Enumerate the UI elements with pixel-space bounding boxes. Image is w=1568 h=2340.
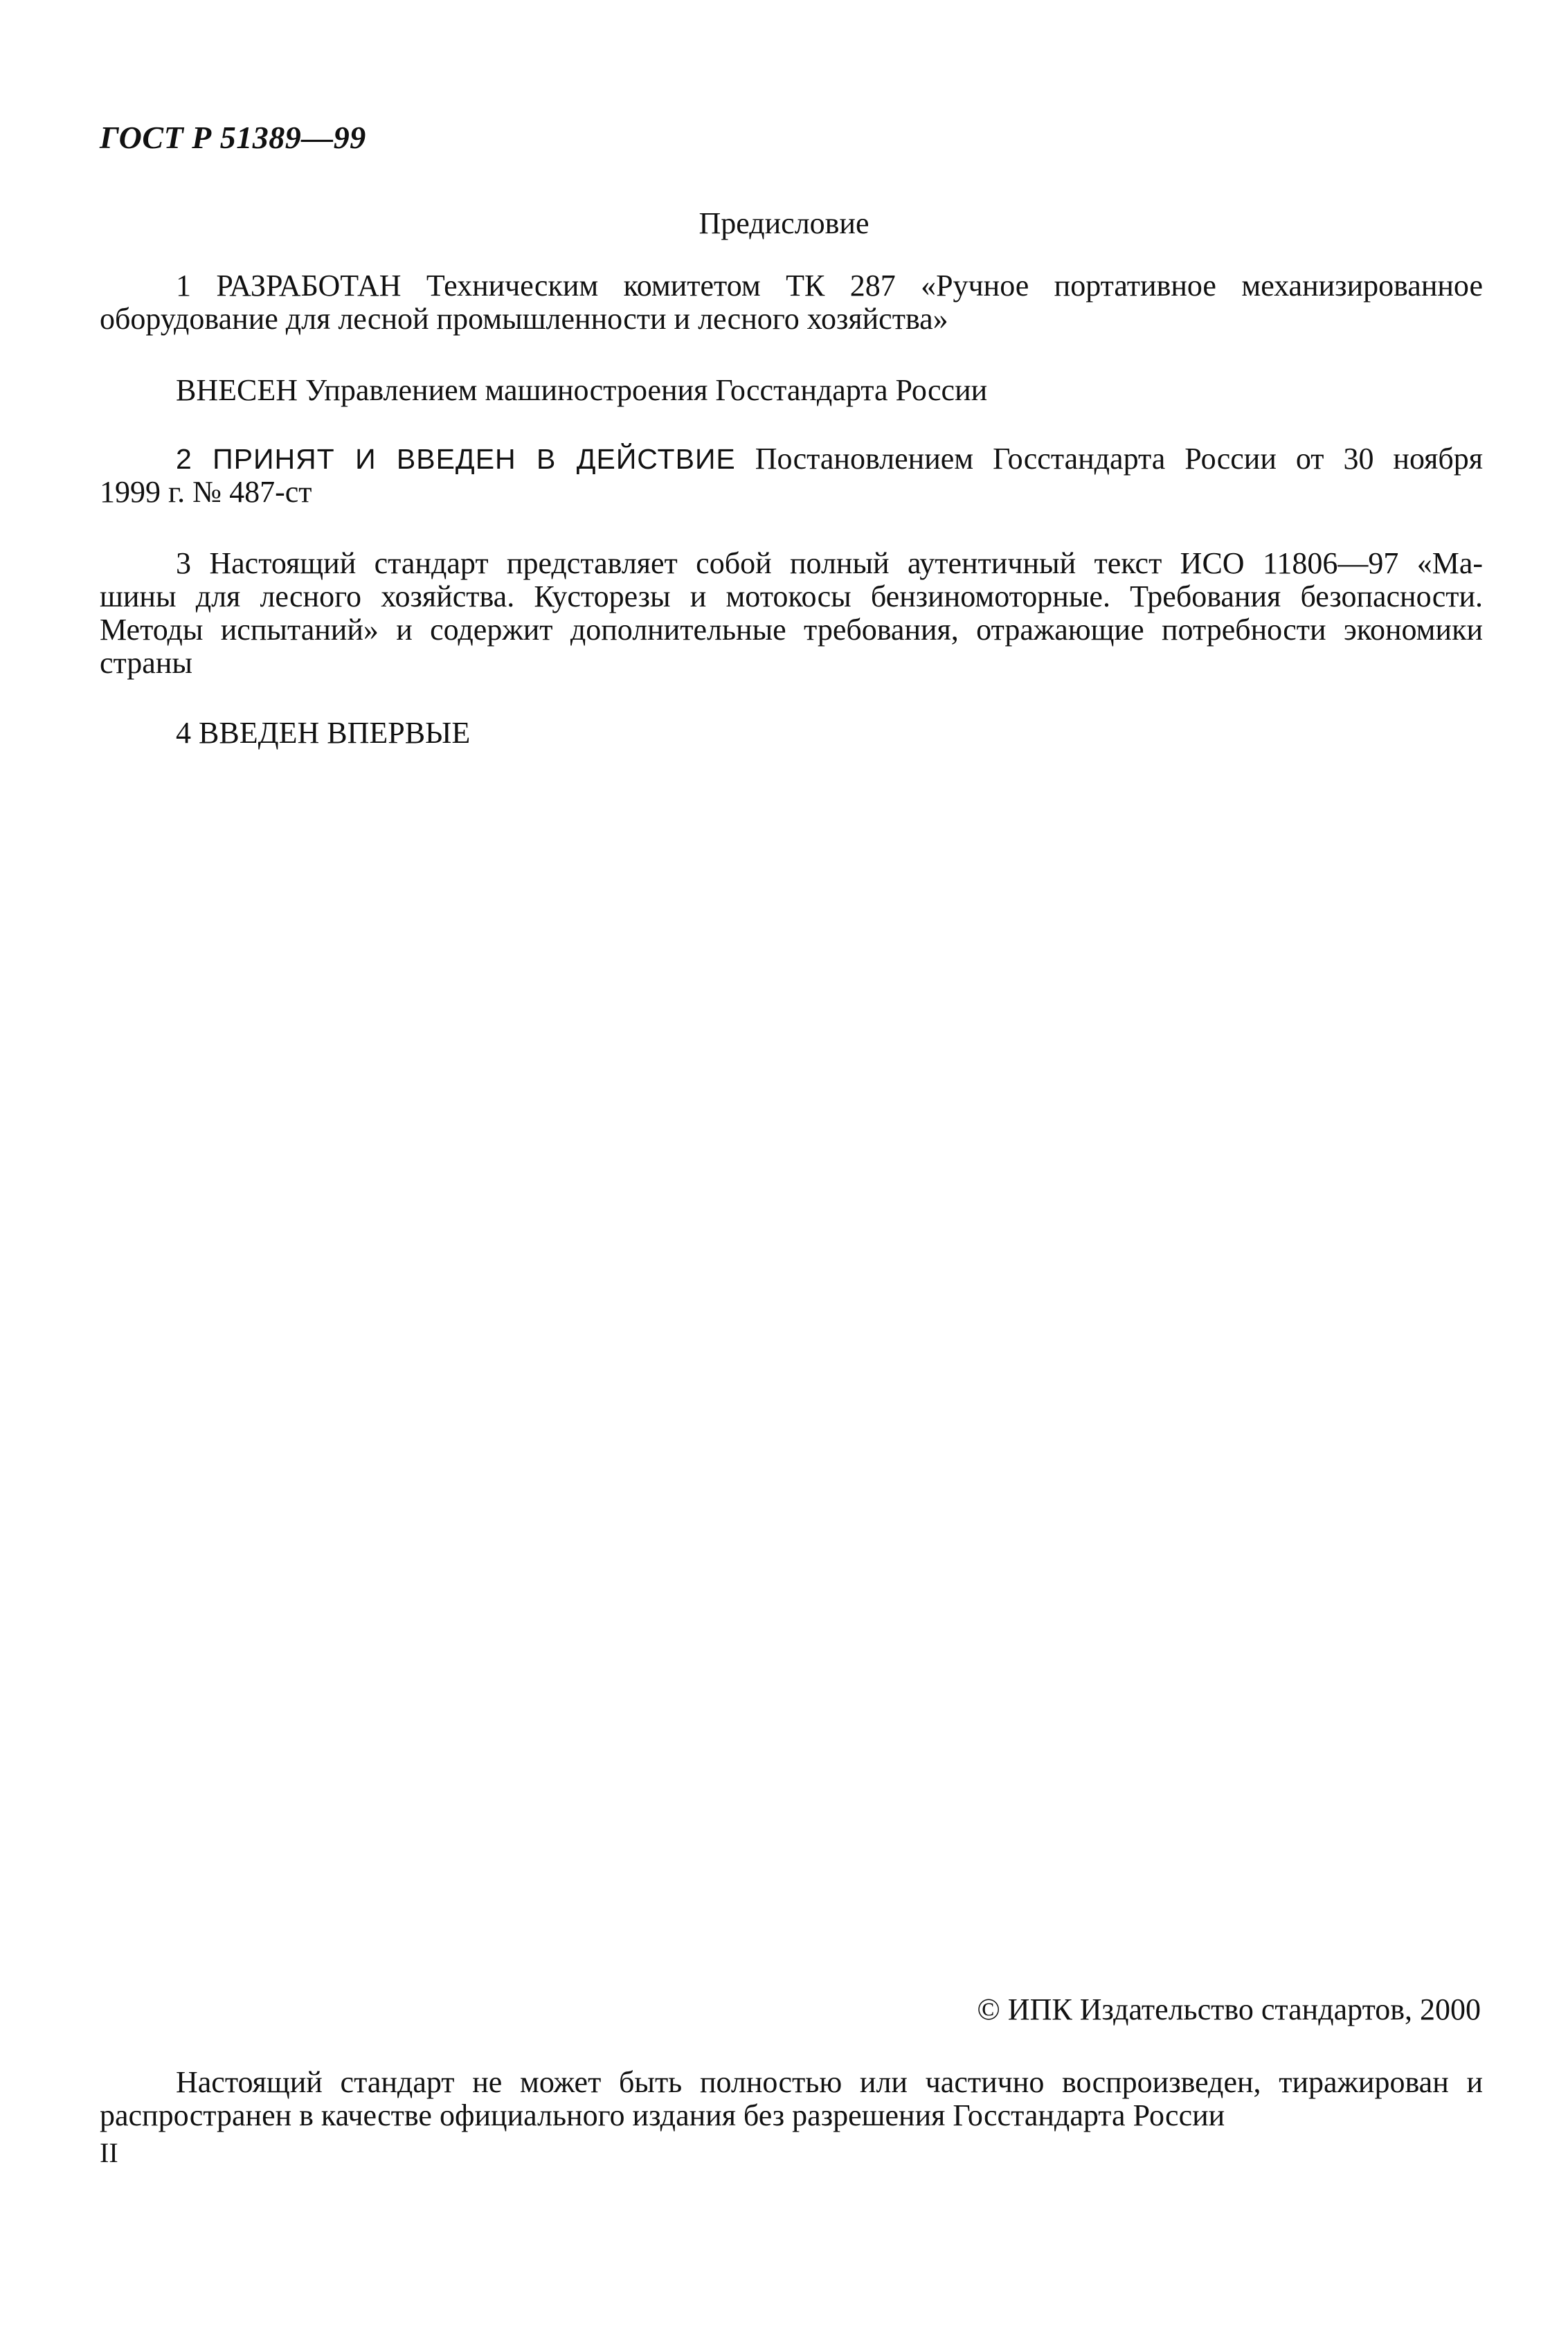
preface-item-3 [100, 547, 1483, 680]
preface-item-2 [100, 442, 1483, 509]
preface-item-3-line-4: страны [100, 646, 192, 680]
preface-item-2-rest: Постановлением Госстандарта России от 30 ноября [755, 442, 1484, 476]
preface-item-3-line-1: 3 Настоящий стандарт представляет собой полный аутентичный текст ИСО 11806—97 «Ма- [176, 546, 1483, 580]
preface-item-2-line-1 [100, 442, 1483, 476]
preface-title: Предисловие [699, 206, 869, 240]
introduced-by-line: ВНЕСЕН Управлением машиностроения Госстандарта России [176, 373, 988, 407]
preface-item-2-label: 2 ПРИНЯТ И ВВЕДЕН В ДЕЙСТВИЕ [176, 443, 736, 475]
reproduction-notice-line-1: Настоящий стандарт не может быть полностью или частично воспроизведен, тиражирован и [176, 2065, 1483, 2099]
document-code: ГОСТ Р 51389—99 [100, 120, 366, 155]
preface-item-1-line-2: оборудование для лесной промышленности и лесного хозяйства» [100, 302, 948, 336]
preface-item-3-line-2: шины для лесного хозяйства. Кусторезы и мотокосы бензиномоторные. Требования безопасности. [100, 579, 1483, 613]
preface-item-1-line-1: 1 РАЗРАБОТАН Техническим комитетом ТК 287 «Ручное портативное механизированное [176, 269, 1483, 303]
preface-item-4-line: 4 ВВЕДЕН ВПЕРВЫЕ [176, 716, 471, 750]
preface-item-1 [100, 269, 1483, 336]
preface-item-3-line-3: Методы испытаний» и содержит дополнительные требования, отражающие потребности экономики [100, 613, 1483, 647]
preface-item-2-line-2: 1999 г. № 487-ст [100, 475, 312, 509]
reproduction-notice-line-2: распространен в качестве официального издания без разрешения Госстандарта России [100, 2098, 1225, 2132]
introduced-by [100, 374, 1483, 407]
reproduction-notice [100, 2066, 1483, 2132]
preface-item-4 [100, 717, 1483, 750]
copyright-line: © ИПК Издательство стандартов, 2000 [977, 1992, 1481, 2026]
page-number: II [100, 2137, 118, 2168]
